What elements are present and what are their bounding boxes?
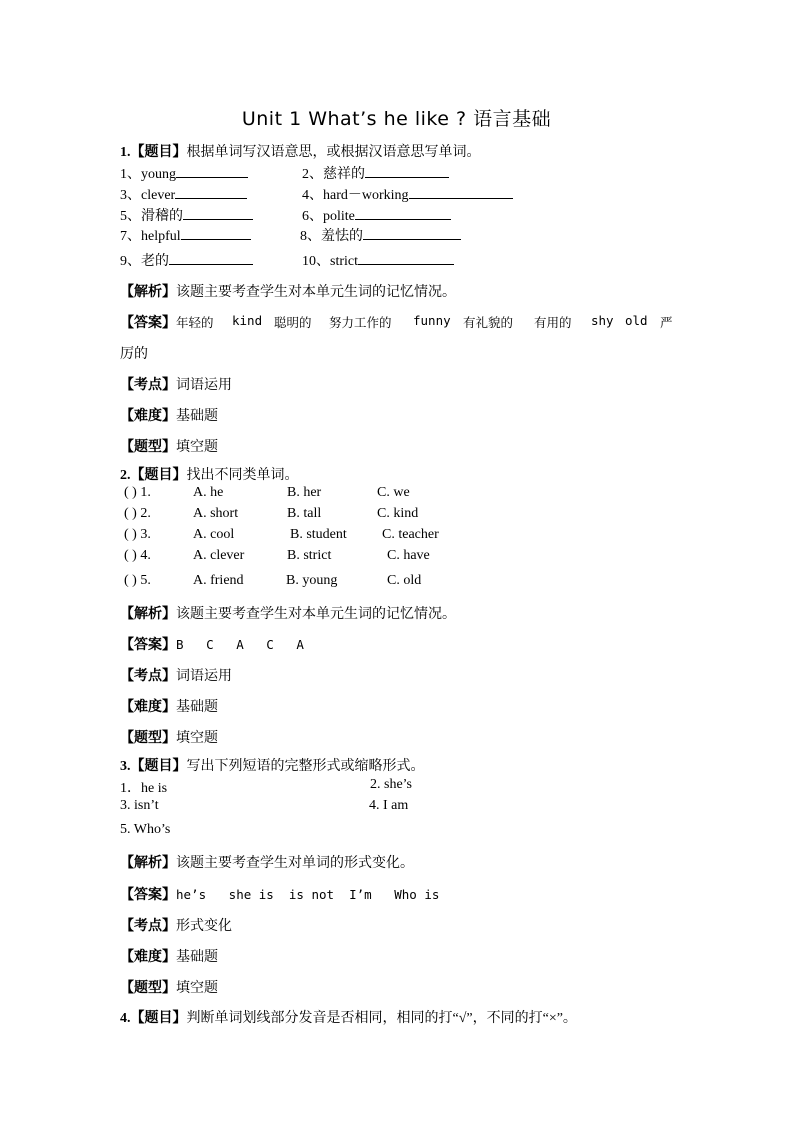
q3-answer-label: 【答案】: [120, 888, 176, 903]
q3-analysis: [120, 852, 414, 872]
q3-stem: [120, 755, 425, 775]
q1-item-3-num: 3、: [120, 188, 141, 203]
q1-answer-token: 聪明的: [274, 315, 312, 330]
q3-stem-label: 3.【题目】: [120, 759, 187, 774]
q3-difficulty: [120, 946, 218, 966]
q3-analysis-text: 该题主要考查学生对单词的形式变化。: [176, 856, 414, 871]
q1-answer: [120, 312, 176, 332]
q2-row-4-option-a: A. clever: [193, 548, 245, 563]
q2-row-5-option-a: A. friend: [193, 573, 244, 588]
q4-stem: [120, 1007, 577, 1027]
q1-answer-token: 努力工作的: [329, 315, 392, 330]
q1-item-2-word: 慈祥的: [323, 167, 365, 182]
q3-item-2: 2. she’s: [370, 777, 412, 792]
q1-answer-token: 有礼貌的: [463, 315, 514, 330]
q1-item-3-word: clever: [141, 188, 176, 203]
q2-row-2-paren[interactable]: ( ) 2.: [124, 506, 151, 521]
q2-stem: [120, 464, 299, 484]
q2-row-2-option-c: C. kind: [377, 506, 419, 521]
q1-item-7-word: helpful: [141, 229, 181, 244]
q1-item-8-word: 羞怯的: [321, 229, 363, 244]
q1-difficulty-label: 【难度】: [120, 409, 176, 424]
q3-answer-text: he’s she is is not I’m Who is: [176, 887, 440, 902]
q1-type-text: 填空题: [176, 440, 218, 455]
q1-answer-label: 【答案】: [120, 316, 176, 331]
q1-difficulty-text: 基础题: [176, 409, 218, 424]
q3-point: [120, 915, 232, 935]
q1-answer-token: funny: [413, 313, 451, 328]
q1-stem-text: 根据单词写汉语意思，或根据汉语意思写单词。: [186, 145, 481, 160]
q1-analysis-label: 【解析】: [120, 285, 176, 300]
q2-row-1-option-a: A. he: [193, 485, 224, 500]
q2-row-1-option-c: C. we: [377, 485, 410, 500]
q2-point-text: 词语运用: [176, 669, 232, 684]
q2-difficulty: [120, 696, 218, 716]
q1-item-5-num: 5、: [120, 209, 141, 224]
q2-row-4-option-b: B. strict: [287, 548, 332, 563]
q1-item-5-blank[interactable]: [183, 206, 253, 220]
q3-type: [120, 977, 218, 997]
q1-item-4-word: hard－working: [323, 188, 409, 203]
q2-type-label: 【题型】: [120, 731, 176, 746]
q1-type: [120, 436, 218, 456]
q1-item-9-word: 老的: [141, 254, 169, 269]
q1-item-2-num: 2、: [302, 167, 323, 182]
q3-type-label: 【题型】: [120, 981, 176, 996]
q1-item-8-num: 8、: [300, 229, 321, 244]
q2-row-4-paren[interactable]: ( ) 4.: [124, 548, 151, 563]
q3-difficulty-label: 【难度】: [120, 950, 176, 965]
q1-item-5-word: 滑稽的: [141, 209, 183, 224]
q2-stem-text: 找出不同类单词。: [186, 468, 299, 483]
q1-item-10-word: strict: [330, 254, 358, 269]
q1-item-7-blank[interactable]: [181, 226, 251, 240]
q1-row-4: [120, 225, 251, 245]
q4-stem-label: 4.【题目】: [120, 1011, 187, 1026]
q2-difficulty-text: 基础题: [176, 700, 218, 715]
q3-item-5: 5. Who’s: [120, 822, 171, 837]
q2-row-1-paren[interactable]: ( ) 1.: [124, 485, 151, 500]
q3-answer: [120, 884, 439, 904]
q1-row-1: [120, 163, 248, 183]
q1-answer-token: 有用的: [534, 315, 572, 330]
q2-difficulty-label: 【难度】: [120, 700, 176, 715]
q1-item-6-word: polite: [323, 209, 355, 224]
q1-difficulty: [120, 405, 218, 425]
q1-answer-token: 严: [660, 315, 673, 330]
q3-item-1: 1．he is: [120, 781, 168, 796]
q1-row-2: [120, 184, 247, 204]
q1-item-4-blank[interactable]: [409, 185, 513, 199]
q3-point-label: 【考点】: [120, 919, 176, 934]
q2-analysis: [120, 603, 456, 623]
q3-stem-text: 写出下列短语的完整形式或缩略形式。: [186, 759, 425, 774]
q1-analysis: [120, 281, 456, 301]
q1-item-3-blank[interactable]: [175, 185, 247, 199]
q1-point: [120, 374, 232, 394]
q2-point: [120, 665, 232, 685]
q4-stem-text: 判断单词划线部分发音是否相同，相同的打“√”，不同的打“×”。: [186, 1011, 577, 1026]
q1-item-9-num: 9、: [120, 254, 141, 269]
q1-stem-label: 1.【题目】: [120, 145, 187, 160]
q3-item-3: 3. isn’t: [120, 798, 159, 813]
q2-row-3-option-c: C. teacher: [382, 527, 439, 542]
q1-stem: [120, 141, 481, 161]
q1-item-10-blank[interactable]: [358, 251, 454, 265]
q1-item-6-num: 6、: [302, 209, 323, 224]
q2-row-3-paren[interactable]: ( ) 3.: [124, 527, 151, 542]
q1-answer-token: kind: [232, 313, 263, 328]
q1-item-1-blank[interactable]: [176, 164, 248, 178]
q1-row-3: [120, 205, 253, 225]
q2-row-5-paren[interactable]: ( ) 5.: [124, 573, 151, 588]
q1-item-10-num: 10、: [302, 254, 330, 269]
q1-row-5: [120, 250, 253, 270]
q2-row-2-option-a: A. short: [193, 506, 239, 521]
q1-point-text: 词语运用: [176, 378, 232, 393]
q2-analysis-text: 该题主要考查学生对本单元生词的记忆情况。: [176, 607, 456, 622]
q2-row-3-option-a: A. cool: [193, 527, 235, 542]
q1-item-2-blank[interactable]: [365, 164, 449, 178]
q2-answer-label: 【答案】: [120, 638, 176, 653]
q2-type-text: 填空题: [176, 731, 218, 746]
q2-type: [120, 727, 218, 747]
q2-point-label: 【考点】: [120, 669, 176, 684]
q2-row-5-option-b: B. young: [286, 573, 338, 588]
q1-point-label: 【考点】: [120, 378, 176, 393]
q3-item-4: 4. I am: [369, 798, 409, 813]
q3-analysis-label: 【解析】: [120, 856, 176, 871]
q1-answer-token: 年轻的: [176, 315, 214, 330]
q2-row-4-option-c: C. have: [387, 548, 430, 563]
q1-item-4-num: 4、: [302, 188, 323, 203]
q2-analysis-label: 【解析】: [120, 607, 176, 622]
q3-point-text: 形式变化: [176, 919, 232, 934]
q1-answer-token: old: [625, 313, 648, 328]
q2-answer-text: B C A C A: [176, 637, 304, 652]
q1-row-5-col2: [302, 250, 454, 270]
q1-row-1-col2: [302, 163, 449, 183]
q1-item-9-blank[interactable]: [169, 251, 253, 265]
q1-row-3-col2: [302, 205, 451, 225]
q2-row-2-option-b: B. tall: [287, 506, 322, 521]
q1-item-1-word: young: [141, 167, 176, 182]
q2-row-3-option-b: B. student: [290, 527, 347, 542]
page-title: Unit 1 What’s he like ? 语言基础: [241, 108, 552, 130]
q2-stem-label: 2.【题目】: [120, 468, 187, 483]
q3-difficulty-text: 基础题: [176, 950, 218, 965]
q3-type-text: 填空题: [176, 981, 218, 996]
q1-item-1-num: 1、: [120, 167, 141, 182]
q1-item-7-num: 7、: [120, 229, 141, 244]
q1-item-8-blank[interactable]: [363, 226, 461, 240]
q1-answer-token: shy: [591, 313, 614, 328]
q2-row-1-option-b: B. her: [287, 485, 322, 500]
q1-type-label: 【题型】: [120, 440, 176, 455]
q2-answer: [120, 634, 304, 654]
q1-answer-wrap: 厉的: [120, 347, 148, 362]
q1-row-4-col2: [300, 225, 461, 245]
q2-row-5-option-c: C. old: [387, 573, 422, 588]
q1-item-6-blank[interactable]: [355, 206, 451, 220]
q1-row-2-col2: [302, 184, 513, 204]
q1-analysis-text: 该题主要考查学生对本单元生词的记忆情况。: [176, 285, 456, 300]
